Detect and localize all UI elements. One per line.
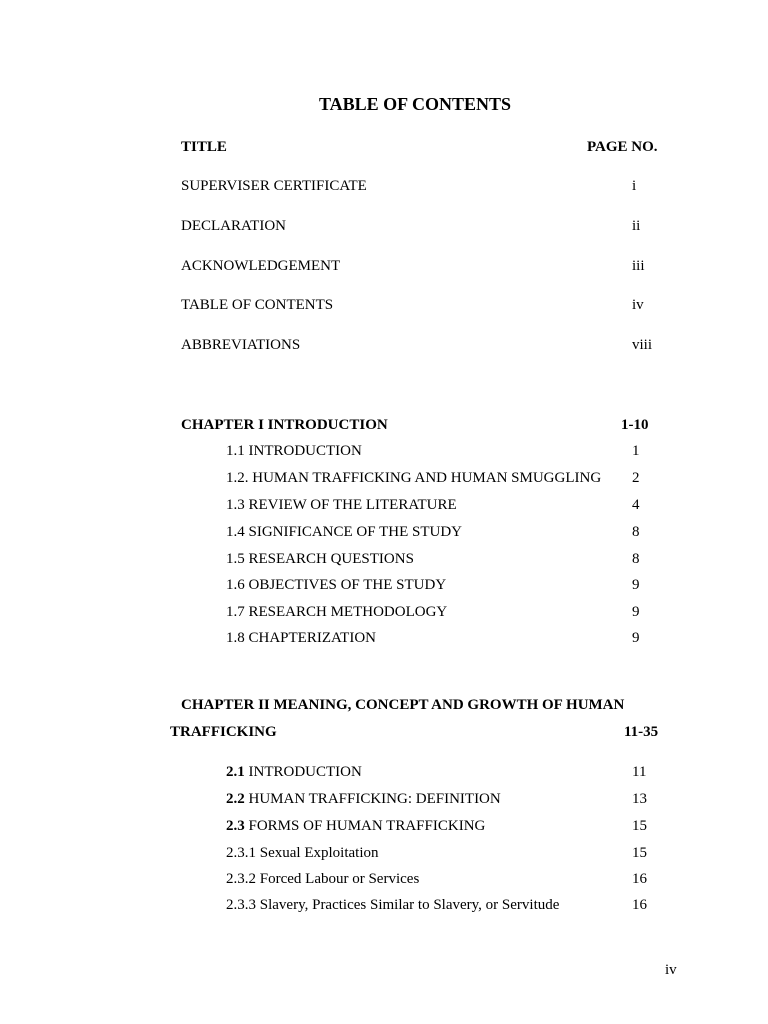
toc-section-title: 1.1 INTRODUCTION [226, 443, 362, 459]
toc-entry-title: ABBREVIATIONS [181, 337, 301, 353]
toc-section-number: 2.1 [226, 764, 245, 780]
toc-section-page: 9 [632, 630, 640, 646]
chapter-2-title-line-1: CHAPTER II MEANING, CONCEPT AND GROWTH OF HUMAN [181, 697, 625, 713]
toc-section-page: 9 [632, 577, 640, 593]
toc-section-page: 1 [632, 443, 640, 459]
toc-entry-title: ACKNOWLEDGEMENT [181, 258, 341, 274]
toc-section-page: 15 [632, 818, 647, 834]
toc-section-title [226, 817, 485, 835]
toc-section-title: 1.4 SIGNIFICANCE OF THE STUDY [226, 524, 462, 540]
toc-section-page: 13 [632, 791, 647, 807]
chapter-1-pages: 1-10 [621, 417, 649, 433]
toc-section-page: 8 [632, 524, 640, 540]
toc-section-title: 1.2. HUMAN TRAFFICKING AND HUMAN SMUGGLING [226, 470, 602, 486]
header-title-label: TITLE [181, 139, 227, 155]
toc-section-text: HUMAN TRAFFICKING: DEFINITION [244, 791, 501, 807]
toc-section-page: 8 [632, 551, 640, 567]
toc-section-title: 1.5 RESEARCH QUESTIONS [226, 551, 414, 567]
toc-section-title: 1.3 REVIEW OF THE LITERATURE [226, 497, 457, 513]
toc-section-title: 1.6 OBJECTIVES OF THE STUDY [226, 577, 447, 593]
toc-section-page: 15 [632, 845, 647, 861]
toc-section-title [226, 763, 362, 781]
toc-entry-page: ii [632, 218, 641, 234]
header-page-label: PAGE NO. [587, 139, 658, 155]
toc-section-title: 1.8 CHAPTERIZATION [226, 630, 376, 646]
chapter-1-title: CHAPTER I INTRODUCTION [181, 417, 388, 433]
page-number: iv [665, 962, 677, 978]
toc-entry-page: iv [632, 297, 644, 313]
toc-section-page: 16 [632, 897, 647, 913]
toc-section-text: INTRODUCTION [244, 764, 362, 780]
toc-section-number: 2.2 [226, 791, 245, 807]
toc-section-page: 4 [632, 497, 640, 513]
document-title: TABLE OF CONTENTS [318, 94, 512, 114]
toc-section-number: 2.3 [226, 818, 245, 834]
toc-subsection-title: 2.3.3 Slavery, Practices Similar to Slavery, or Servitude [226, 897, 560, 913]
toc-subsection-title: 2.3.2 Forced Labour or Services [226, 871, 420, 887]
toc-section-page: 2 [632, 470, 640, 486]
toc-subsection-title: 2.3.1 Sexual Exploitation [226, 845, 379, 861]
chapter-2-title-line-2: TRAFFICKING [170, 724, 277, 740]
toc-entry-page: i [632, 178, 637, 194]
chapter-2-pages: 11-35 [624, 724, 659, 740]
toc-entry-title: SUPERVISER CERTIFICATE [181, 178, 367, 194]
toc-section-page: 16 [632, 871, 647, 887]
toc-entry-page: viii [632, 337, 653, 353]
toc-entry-title: DECLARATION [181, 218, 286, 234]
toc-entry-page: iii [632, 258, 645, 274]
toc-section-page: 9 [632, 604, 640, 620]
toc-section-text: FORMS OF HUMAN TRAFFICKING [244, 818, 486, 834]
toc-entry-title: TABLE OF CONTENTS [181, 297, 334, 313]
toc-section-title [226, 790, 501, 808]
toc-section-title: 1.7 RESEARCH METHODOLOGY [226, 604, 448, 620]
toc-section-page: 11 [632, 764, 647, 780]
